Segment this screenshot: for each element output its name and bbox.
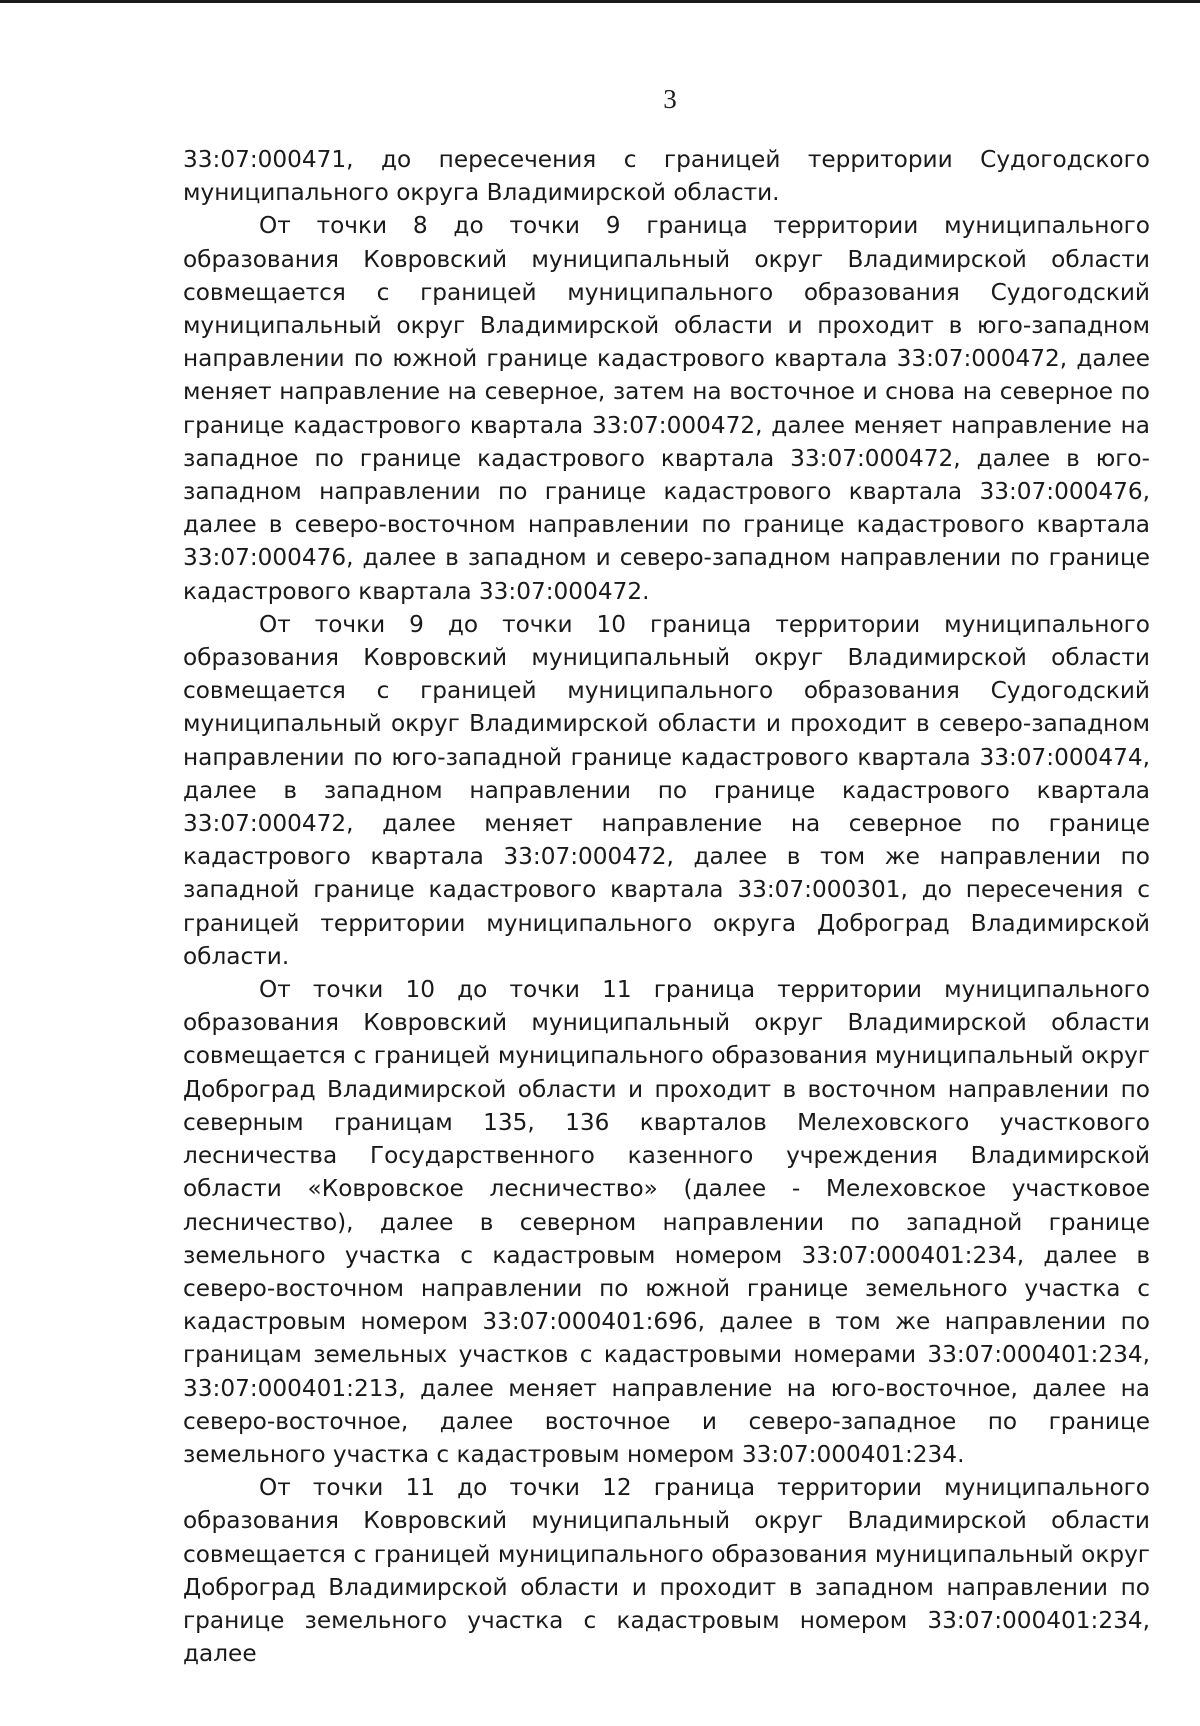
page-top-edge bbox=[0, 0, 1200, 3]
document-body bbox=[183, 143, 1150, 1670]
paragraph-point-9-10: От точки 9 до точки 10 граница территории муниципального образования Ковровский муниципальный округ Владимирской области совмещается с границей муниципального образования Судогодский муниципальный округ Владимирской области и проходит в северо-западном направлении по юго-западной границе кадастрового квартала 33:07:000474, далее в западном направлении по границе кадастрового квартала 33:07:000472, далее меняет направление на северное по границе кадастрового квартала 33:07:000472, далее в том же направлении по западной границе кадастрового квартала 33:07:000301, до пересечения с границей территории муниципального округа Доброград Владимирской области. bbox=[183, 610, 1150, 970]
paragraph-point-11-12: От точки 11 до точки 12 граница территории муниципального образования Ковровский муниципальный округ Владимирской области совмещается с границей муниципального образования муниципальный округ Доброград Владимирской области и проходит в западном направлении по границе земельного участка с кадастровым номером 33:07:000401:234, далее bbox=[183, 1474, 1150, 1668]
page-number: 3 bbox=[663, 84, 677, 114]
paragraph-point-8-9: От точки 8 до точки 9 граница территории муниципального образования Ковровский муниципальный округ Владимирской области совмещается с границей муниципального образования Судогодский муниципальный округ Владимирской области и проходит в юго-западном направлении по южной границе кадастрового квартала 33:07:000472, далее меняет направление на северное, затем на восточное и снова на северное по границе кадастрового квартала 33:07:000472, далее меняет направление на западное по границе кадастрового квартала 33:07:000472, далее в юго-западном направлении по границе кадастрового квартала 33:07:000476, далее в северо-восточном направлении по границе кадастрового квартала 33:07:000476, далее в западном и северо-западном направлении по границе кадастрового квартала 33:07:000472. bbox=[183, 212, 1150, 605]
paragraph-continuation: 33:07:000471, до пересечения с границей территории Судогодского муниципального округа Владимирской области. bbox=[183, 146, 1150, 207]
paragraph-point-10-11: От точки 10 до точки 11 граница территории муниципального образования Ковровский муниципальный округ Владимирской области совмещается с границей муниципального образования муниципальный округ Доброград Владимирской области и проходит в восточном направлении по северным границам 135, 136 кварталов Мелеховского участкового лесничества Государственного казенного учреждения Владимирской области «Ковровское лесничество» (далее - Мелеховское участковое лесничество), далее в северном направлении по западной границе земельного участка с кадастровым номером 33:07:000401:234, далее в северо-восточном направлении по южной границе земельного участка с кадастровым номером 33:07:000401:696, далее в том же направлении по границам земельных участков с кадастровыми номерами 33:07:000401:234, 33:07:000401:213, далее меняет направление на юго-восточное, далее на северо-восточное, далее восточное и северо-западное по границе земельного участка с кадастровым номером 33:07:000401:234. bbox=[183, 976, 1150, 1468]
